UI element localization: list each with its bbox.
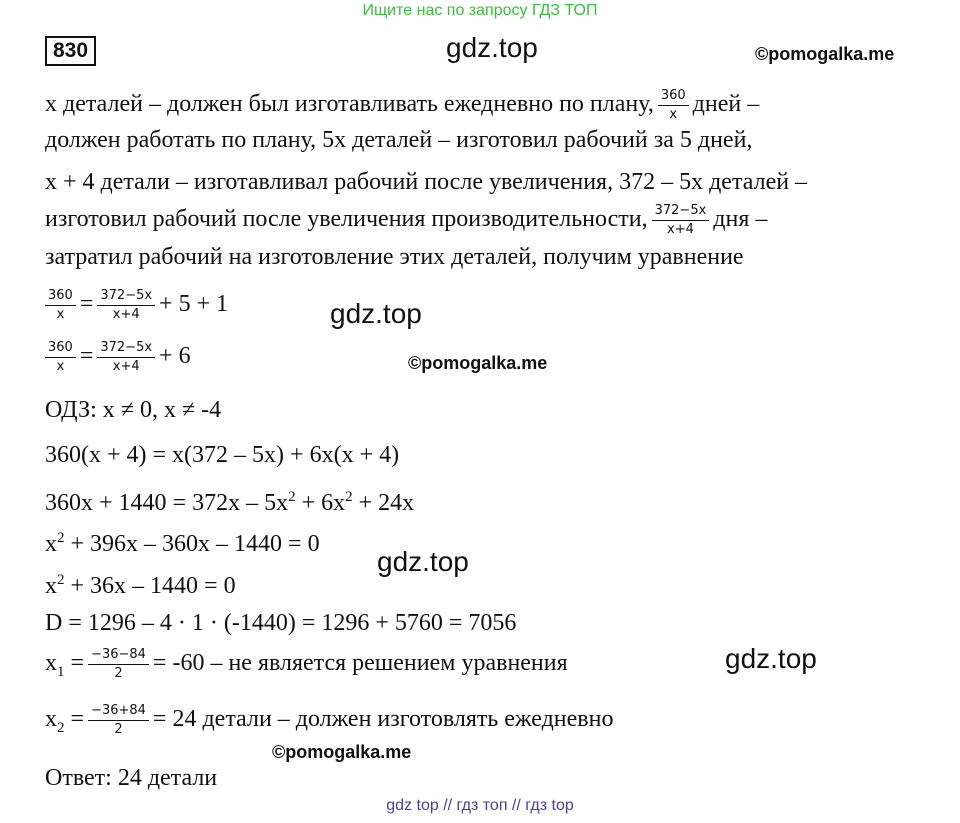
discriminant-line: D = 1296 – 4 · 1 · (-1440) = 1296 + 5760 = 7056 <box>45 610 517 636</box>
task-number: 830 <box>45 36 96 66</box>
subscript: 2 <box>57 719 65 736</box>
equation-line <box>45 288 228 323</box>
root-x2-line <box>45 703 613 743</box>
fraction-denominator: x+4 <box>667 222 694 237</box>
equation-line <box>45 340 191 375</box>
watermark-pomogalka: ©pomogalka.me <box>755 44 895 64</box>
fraction-numerator: 360 <box>45 288 76 306</box>
watermark-gdz: gdz.top <box>377 546 469 577</box>
watermark-pomogalka: ©pomogalka.me <box>408 353 548 373</box>
exponent: 2 <box>57 572 65 588</box>
equals-sign: = <box>64 650 85 677</box>
equals-sign: = <box>79 291 94 318</box>
fraction-360-over-x <box>45 288 76 323</box>
equals-sign: = <box>64 706 85 733</box>
fraction-numerator: −36+84 <box>88 703 149 721</box>
text-segment: + 36x – 1440 = 0 <box>64 573 236 599</box>
fraction-360-over-x <box>658 88 689 123</box>
fraction-numerator: 360 <box>658 88 689 106</box>
fraction-numerator: 372−5x <box>97 288 155 306</box>
fraction-numerator: 360 <box>45 340 76 358</box>
text-segment: = -60 – не является решением уравнения <box>152 650 568 677</box>
equation-line <box>45 565 236 601</box>
text-line: должен работать по плану, 5x деталей – изготовил рабочий за 5 дней, <box>45 127 753 153</box>
text-line: x + 4 детали – изготавливал рабочий после увеличения, 372 – 5x деталей – <box>45 169 808 195</box>
fraction-denominator: x <box>56 307 65 322</box>
text-segment: x деталей – должен был изготавливать ежедневно по плану, <box>45 91 654 118</box>
fraction-372-5x-over-x4 <box>652 203 710 238</box>
text-segment: 360x + 1440 = 372x – 5x <box>45 490 289 516</box>
text-segment: дней – <box>692 91 760 118</box>
exponent: 2 <box>288 489 296 505</box>
fraction-x1 <box>88 647 149 682</box>
text-segment: + 396x – 360x – 1440 = 0 <box>64 531 320 557</box>
fraction-denominator: 2 <box>114 666 123 681</box>
variable: x <box>45 706 57 733</box>
watermark-gdz: gdz.top <box>446 32 538 63</box>
odz-line: ОДЗ: x ≠ 0, x ≠ -4 <box>45 397 222 423</box>
fraction-372-5x-over-x4 <box>97 340 155 375</box>
fraction-numerator: 372−5x <box>97 340 155 358</box>
fraction-denominator: x+4 <box>112 359 140 374</box>
text-segment: + 6 <box>159 343 191 370</box>
footer-links[interactable]: gdz top // гдз топ // гдз top <box>386 797 574 814</box>
fraction-denominator: x <box>669 107 678 122</box>
text-line: затратил рабочий на изготовление этих деталей, получим уравнение <box>45 244 744 270</box>
exponent: 2 <box>57 530 65 546</box>
variable: x <box>45 531 57 557</box>
text-segment: + 24x <box>352 490 415 516</box>
fraction-numerator: 372−5x <box>652 203 710 221</box>
fraction-360-over-x <box>45 340 76 375</box>
text-segment: дня – <box>713 206 768 233</box>
top-banner: Ищите нас по запросу ГДЗ ТОП <box>362 2 598 19</box>
watermark-gdz: gdz.top <box>330 298 422 329</box>
equation-line <box>45 523 320 559</box>
watermark-gdz: gdz.top <box>725 643 817 674</box>
variable: x <box>45 650 57 677</box>
variable: x <box>45 573 57 599</box>
fraction-denominator: 2 <box>114 722 123 737</box>
equation-line <box>45 482 414 518</box>
exponent: 2 <box>345 489 353 505</box>
fraction-372-5x-over-x4 <box>97 288 155 323</box>
text-segment: изготовил рабочий после увеличения производительности, <box>45 206 648 233</box>
text-segment: = 24 детали – должен изготовлять ежедневно <box>152 706 614 733</box>
watermark-pomogalka: ©pomogalka.me <box>272 742 412 762</box>
text-segment: + 6x <box>295 490 346 516</box>
equation-line: 360(x + 4) = x(372 – 5x) + 6x(x + 4) <box>45 442 400 468</box>
answer-line: Ответ: 24 детали <box>45 765 218 791</box>
root-x1-line <box>45 647 568 687</box>
fraction-denominator: x+4 <box>112 307 140 322</box>
fraction-x2 <box>88 703 149 738</box>
equals-sign: = <box>79 343 94 370</box>
subscript: 1 <box>57 663 65 680</box>
text-segment: + 5 + 1 <box>159 291 229 318</box>
text-line <box>45 88 759 123</box>
fraction-numerator: −36−84 <box>88 647 149 665</box>
text-line <box>45 203 767 238</box>
fraction-denominator: x <box>56 359 65 374</box>
